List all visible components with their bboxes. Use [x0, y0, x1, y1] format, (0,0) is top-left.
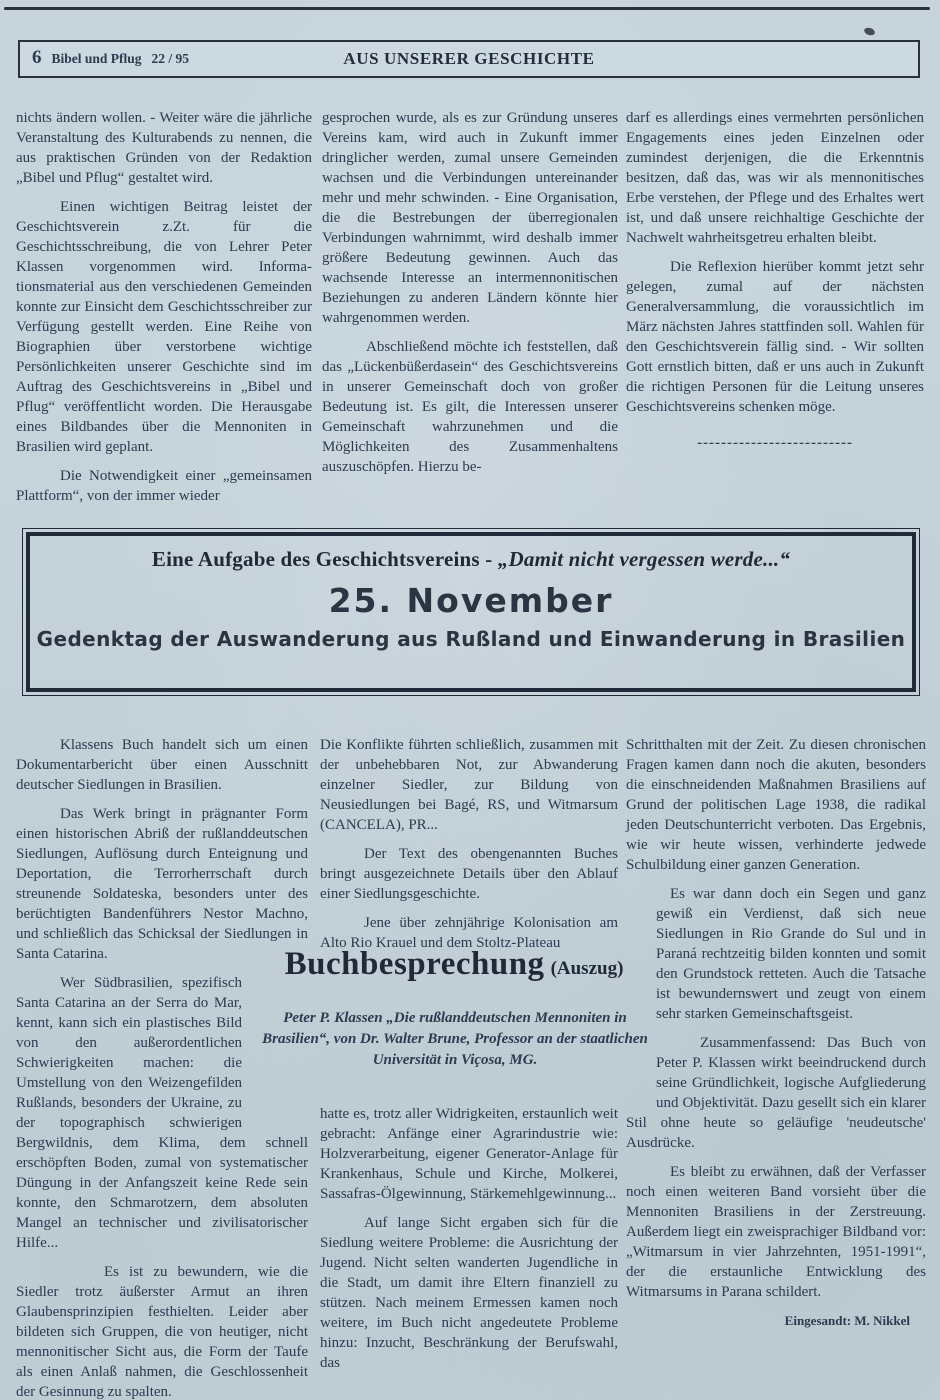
- review-paragraph: Die Konflikte führten schließlich, zusammen mit der unbehebbaren Not, zur Abwanderung einzelner Siedler, zur Bildung von Neusiedlungen bei Bagé, RS, und Witmarsum (CANCELA), PR...: [320, 737, 618, 833]
- top-rule: [4, 7, 930, 10]
- announcement-box: [26, 532, 916, 692]
- journal-title: Bibel und Pflug: [51, 51, 142, 66]
- article-paragraph: Die Notwendigkeit einer „gemeinsamen Plattform“, von der immer wieder: [16, 468, 312, 504]
- review-paragraph: Jene über zehnjährige Kolonisation am Alto Rio Krauel und dem Stoltz-Plateau: [320, 915, 618, 951]
- review-paragraph-text: Wer Südbrasilien, spezifisch Santa Catarina an der Serra do Mar, kennt, kann sich ein plastisches Bild von den außerordentlichen Schwierigkeiten machen: die Umstellung von den Weizengefilden Rußlands, besonders der Ukraine, zu der topographisch schwierigen Bergwildnis, dem Klima, dem schnell erschöpften Boden, zumal von systematischer Düngung in der Anfangszeit keine Rede sein konnte, den Schmarotzern, dem absoluten Mangel an technischer und zivilisatorischer Hilfe...: [16, 975, 308, 1251]
- review-paragraph: Es ist zu bewundern, wie die Siedler trotz äußerster Armut an ihren Glaubensprinzipien festhielten. Leider aber bildeten sich Gruppen, die von heutiger, nicht mennonitischer Sicht aus, die Form der Taufe als einen Anlaß nahmen, die Geschlossenheit der Gesinnung zu spalten.: [16, 1264, 308, 1400]
- announcement-date: 25. November: [328, 581, 614, 620]
- text-wrap-spacer: [626, 904, 656, 1109]
- section-title: AUS UNSERER GESCHICHTE: [343, 49, 595, 68]
- review-heading-text: Buchbesprechung: [284, 946, 545, 982]
- review-paragraph: Zusammenfassend: Das Buch von Peter P. Klassen wirkt beeindruckend durch seine Gründlichkeit, logische Aufgliederung und Objektivität. Dazu gesellt sich ein klarer Stil ohne heute so geläufige 'neudeutsche' Ausdrücke.: [626, 1035, 926, 1151]
- issue-number: 22 / 95: [151, 51, 190, 66]
- review-paragraph: Schritthalten mit der Zeit. Zu diesen chronischen Fragen kamen dann noch die akuten, besonders die einschneidenden Maßnahmen Brasiliens auf Grund der politischen Lage 1938, die radikal jeden Deutschunterricht verboten. Das Ergebnis, wie wir heute wissen, verhinderte jedwede Schulbildung einer ganzen Generation.: [626, 737, 926, 873]
- section-divider-dashes: --------------------------: [697, 435, 853, 451]
- review-paragraph: hatte es, trotz aller Widrigkeiten, erstaunlich weit gebracht: Anfänge einer Agrarindustrie wie: Holzverarbeitung, eigener Generator-Anlage für Krankenhaus, Schule und Kirche, Molkerei, Sassafras-Ölgewinnung, Stärkemehlgewinnung...: [320, 1106, 618, 1202]
- article-top-col2: [322, 108, 618, 486]
- article-paragraph: Einen wichtigen Beitrag leistet der Geschichtsverein z.Zt. für die Geschichtsschreibung, die von Lehrer Peter Klassen vorgenommen wird. Informa-tionsmaterial aus den verschiedenen Gemeinden konnte zur Einsicht dem Geschichtsschreiber zur Verfügung gestellt werden. Eine Reihe von Biographien über verstorbene wichtige Persönlichkeiten unserer Geschichte sind im Auftrag des Geschichtsvereins in „Bibel und Pflug“ veröffentlicht worden. Die Herausgabe eines Bildbandes über die Mennoniten in Brasilien wird geplant.: [16, 199, 312, 455]
- page-number: 6: [32, 47, 42, 68]
- announcement-title-text: Eine Aufgabe des Geschichtsvereins -: [151, 547, 498, 571]
- review-paragraph: [626, 884, 926, 1024]
- review-heading-note: (Auszug): [550, 958, 624, 979]
- header-bar: [18, 40, 920, 78]
- announcement-subtitle: Gedenktag der Auswanderung aus Rußland und Einwanderung in Brasilien: [36, 627, 906, 651]
- review-paragraph-text: Siedlungen in Rio Grande do Sul und in Paraná rechtzeitig bilden konnten und somit den Grundstock retteten. Auch die Tatsache ist bewundernswert und zeugt von einem sehr starken Gemeinschaftsgeist.: [656, 926, 926, 1022]
- article-paragraph: gesprochen wurde, als es zur Gründung unseres Vereins kam, wird auch in Zukunft immer dringlicher werden, zumal unsere Gemeinden wachsen und die Verbindungen untereinander mehr und mehr schwinden. - Eine Organisation, die die Bestrebungen der überregionalen Verbindungen wahrnimmt, wird deshalb immer größere Bedeutung gewinnen. Auch das wachsende Interesse an intermennonitischen Beziehungen zu anderen Ländern könnte hier wahrgenommen werden.: [322, 110, 618, 326]
- article-paragraph: Abschließend möchte ich feststellen, daß das „Lückenbüßerdasein“ des Geschichtsvereins in unserer Gemeinschaft doch von großer Bedeutung ist. Es gilt, die Interessen unserer Gemeinschaft wahrzunehmen und die Möglichkeiten des Zusammenhaltens auszuschöpfen. Hierzu be-: [322, 339, 618, 475]
- announcement-title: [30, 547, 912, 572]
- review-paragraph: Klassens Buch handelt sich um einen Dokumentarbericht über einen Ausschnitt deutscher Siedlungen in Brasilien.: [16, 737, 308, 793]
- submitted-by: Eingesandt: M. Nikkel: [784, 1313, 910, 1328]
- article-paragraph: darf es allerdings eines vermehrten persönlichen Engagements eines jeden Einzelnen oder zumindest derjenigen, die die Erkenntnis besitzen, daß das, was wir als mennonitisches Erbe verstehen, der Pflege und des Erhaltes wert ist, und daß unsere reichhaltige Geschichte der Nachwelt wahrheitsgetreu erhalten bleibt.: [626, 110, 924, 246]
- review-paragraph: Das Werk bringt in prägnanter Form einen historischen Abriß der rußlanddeutschen Siedlungen, Auflösung durch Enteignung und Deportation, die Terrorherrschaft durch streunende Soldateska, besonders unter des berüchtigten Bandenführers Nestor Machno, und schließlich das Schicksal der Siedlungen in Santa Catarina.: [16, 806, 308, 962]
- article-top-col1: [16, 108, 312, 515]
- article-paragraph: nichts ändern wollen. - Weiter wäre die jährliche Veranstaltung des Kulturabends zu nennen, die aus praktischen Gründen von der Redaktion „Bibel und Pflug“ gestaltet wird.: [16, 110, 312, 186]
- article-paragraph: Die Reflexion hierüber kommt jetzt sehr gelegen, zumal auf der nächsten Generalversammlung, die voraussichtlich im März nächsten Jahres stattfinden soll. Wahlen für den Geschichtsverein fällig sind. - Wir sollten Gott ernstlich bitten, daß er uns auch in Zukunft die richtigen Personen für die Leitung unseres Geschichtsvereins schenken möge.: [626, 259, 924, 415]
- review-paragraph: Der Text des obengenannten Buches bringt ausgezeichnete Details über den Ablauf einer Siedlungsgeschichte.: [320, 846, 618, 902]
- announcement-title-quote: „Damit nicht vergessen werde...“: [497, 547, 791, 571]
- review-paragraph-text: Es war dann doch ein Segen und ganz gewiß ein Verdienst, daß sich neue: [656, 886, 926, 922]
- review-paragraph: Es bleibt zu erwähnen, daß der Verfasser noch einen weiteren Band vorsieht über die Mennoniten Brasiliens in der Zerstreuung. Außerdem liegt ein zweisprachiger Bildband vor: „Witmarsum in vier Jahrzehnten, 1951-1991“, der die erstaunliche Entwicklung des Witmarsums in Parana schildert.: [626, 1164, 926, 1300]
- article-top-col3: [626, 108, 924, 468]
- scan-artifact: [863, 26, 876, 36]
- review-col3: [626, 735, 926, 1344]
- review-heading: [248, 946, 660, 983]
- review-paragraph: Auf lange Sicht ergaben sich für die Siedlung weitere Probleme: die Ausrichtung der Jugend. Nicht selten wanderten Jugendliche in die Stadt, um damit ihre Eltern finanziell zu stützen. Nach meinem Ermessen kamen noch weitere, im Buch nicht angedeutete Probleme hinzu: Inzucht, Beschränkung der Berufswahl, das: [320, 1215, 618, 1371]
- review-citation: Peter P. Klassen „Die rußlanddeutschen Mennoniten in Brasilien“, von Dr. Walter Brune, Professor an der staatlichen Universität in Viçosa, MG.: [262, 1010, 648, 1068]
